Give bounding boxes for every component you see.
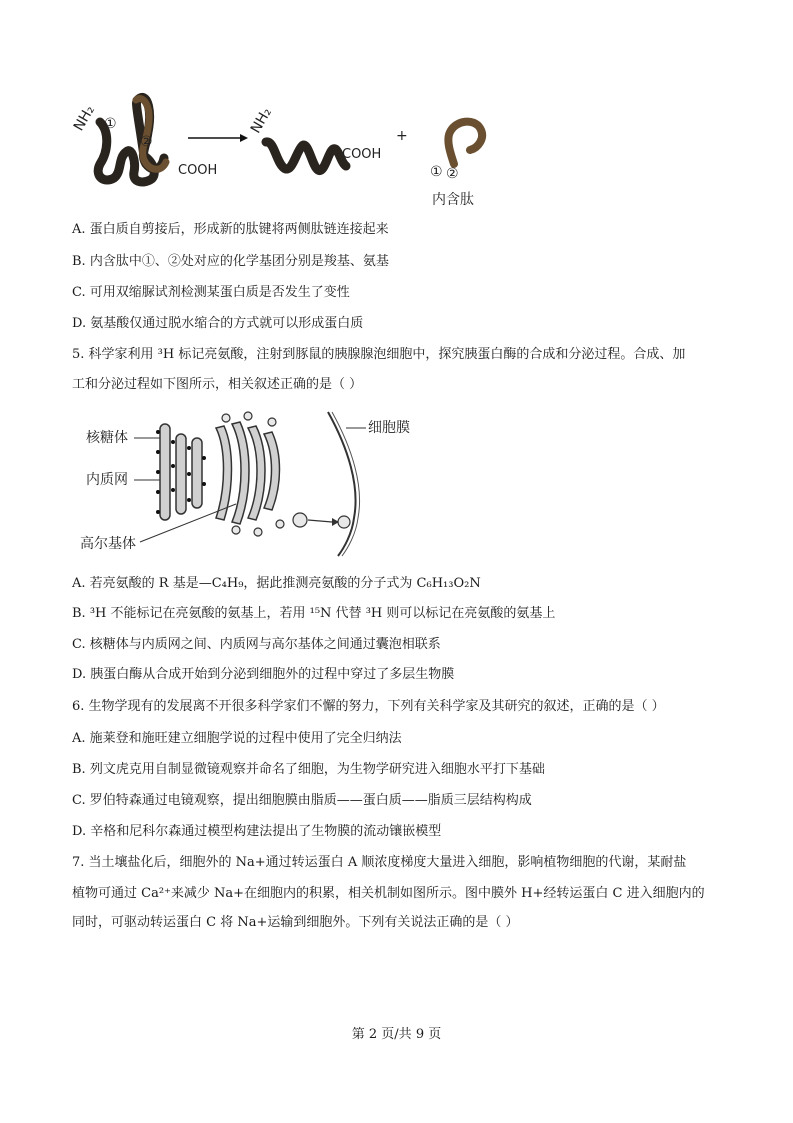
q6-option-d: D. 辛格和尼科尔森通过模型构建法提出了生物膜的流动镶嵌模型 xyxy=(72,824,442,839)
spliced-chain xyxy=(266,142,346,171)
q7-stem-line2: 植物可通过 Ca²⁺来减少 Na+在细胞内的积累，相关机制如图所示。图中膜外 H+经转运蛋白 C 进入细胞内的 xyxy=(72,886,705,901)
secretion-pathway-figure xyxy=(76,408,436,560)
q5-option-c: C. 核糖体与内质网之间、内质网与高尔基体之间通过囊泡相联系 xyxy=(72,637,441,652)
protein-splicing-figure xyxy=(70,92,510,212)
cooh-label-left: COOH xyxy=(178,163,218,178)
q4-option-b: B. 内含肽中①、②处对应的化学基团分别是羧基、氨基 xyxy=(72,254,389,269)
pointer-golgi xyxy=(140,504,236,542)
q6-option-a: A. 施莱登和施旺建立细胞学说的过程中使用了完全归纳法 xyxy=(72,731,402,746)
golgi-apparatus xyxy=(216,422,280,524)
plus-sign: + xyxy=(396,128,408,144)
nh2-label-right: NH₂ xyxy=(247,105,275,137)
q5-stem-line2: 工和分泌过程如下图所示，相关叙述正确的是（ ） xyxy=(72,377,363,392)
circle2-label-intein: ② xyxy=(446,166,459,182)
circle2-label-left: ② xyxy=(140,134,153,150)
cell-membrane xyxy=(328,412,356,556)
endoplasmic-reticulum xyxy=(160,424,202,520)
q5-option-b: B. ³H 不能标记在亮氨酸的氨基上，若用 ¹⁵N 代替 ³H 则可以标记在亮氨酸的氨基上 xyxy=(72,606,556,621)
label-membrane: 细胞膜 xyxy=(368,420,410,436)
q5-option-a: A. 若亮氨酸的 R 基是—C₄H₉，据此推测亮氨酸的分子式为 C₆H₁₃O₂N xyxy=(72,576,481,591)
q6-option-b: B. 列文虎克用自制显微镜观察并命名了细胞，为生物学研究进入细胞水平打下基础 xyxy=(72,762,545,777)
circle1-label-intein: ① xyxy=(430,164,443,180)
label-golgi: 高尔基体 xyxy=(80,536,136,552)
intein-label: 内含肽 xyxy=(432,192,474,208)
arrow-to-vesicle-head xyxy=(332,518,339,526)
q4-option-c: C. 可用双缩脲试剂检测某蛋白质是否发生了变性 xyxy=(72,285,350,300)
q5-option-d: D. 胰蛋白酶从合成开始到分泌到细胞外的过程中穿过了多层生物膜 xyxy=(72,667,455,682)
q6-option-c: C. 罗伯特森通过电镜观察，提出细胞膜由脂质——蛋白质——脂质三层结构构成 xyxy=(72,793,532,808)
q4-option-a: A. 蛋白质自剪接后，形成新的肽键将两侧肽链连接起来 xyxy=(72,222,389,237)
nh2-label-left: NH₂ xyxy=(70,102,98,134)
circle1-label-left: ① xyxy=(104,116,117,132)
label-ribosome: 核糖体 xyxy=(86,430,128,446)
label-er: 内质网 xyxy=(86,472,128,488)
q7-stem-line3: 同时，可驱动转运蛋白 C 将 Na+运输到细胞外。下列有关说法正确的是（ ） xyxy=(72,915,519,930)
arrow-to-vesicle xyxy=(308,520,332,522)
intein-loop xyxy=(448,122,482,164)
q5-stem-line1: 5. 科学家利用 ³H 标记亮氨酸，注射到豚鼠的胰腺腺泡细胞中，探究胰蛋白酶的合成和分泌过程。合成、加 xyxy=(72,347,686,362)
q4-option-d: D. 氨基酸仅通过脱水缩合的方式就可以形成蛋白质 xyxy=(72,316,364,331)
q6-stem: 6. 生物学现有的发展离不开很多科学家们不懈的努力，下列有关科学家及其研究的叙述，正确的是（ ） xyxy=(72,699,665,714)
q7-stem-line1: 7. 当土壤盐化后，细胞外的 Na+通过转运蛋白 A 顺浓度梯度大量进入细胞，影响植物细胞的代谢，某耐盐 xyxy=(72,855,687,870)
arrow-head xyxy=(240,134,248,142)
page-footer: 第 2 页/共 9 页 xyxy=(351,1027,442,1042)
cooh-label-right: COOH xyxy=(342,147,382,162)
